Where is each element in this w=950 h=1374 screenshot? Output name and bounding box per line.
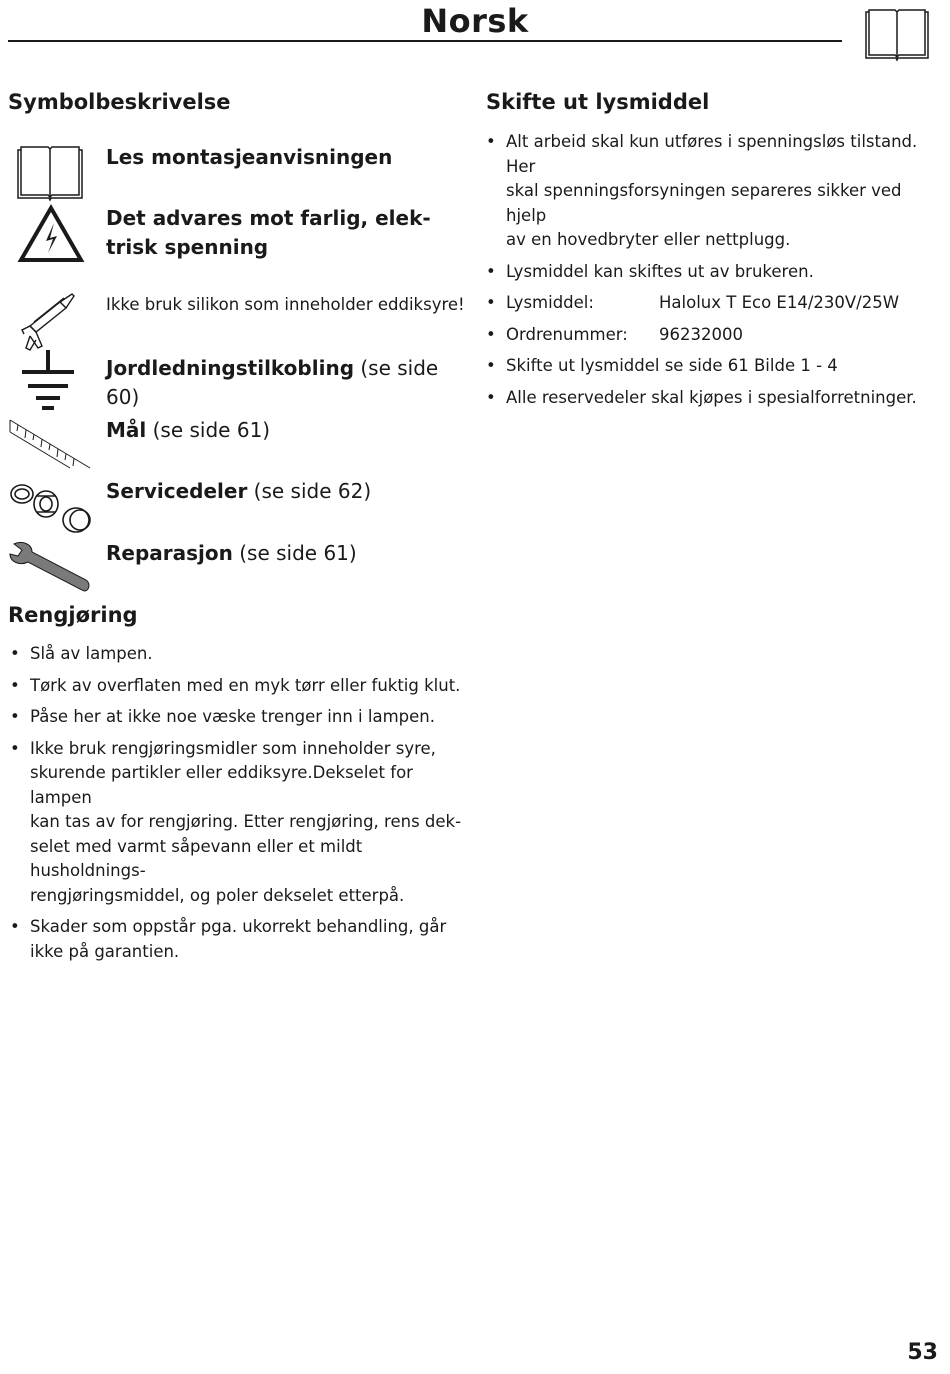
ground-connection-icon <box>22 350 74 416</box>
list-item: • Slå av lampen. <box>10 642 470 667</box>
wrench-icon <box>8 540 92 600</box>
list-item <box>486 291 946 316</box>
title-rule <box>8 40 842 42</box>
bulb-label: Lysmiddel: <box>506 293 594 312</box>
symbols-heading: Symbolbeskrivelse <box>8 90 231 114</box>
cleaning-heading: Rengjøring <box>8 603 138 627</box>
list-item <box>486 323 946 348</box>
page-title: Norsk <box>421 2 529 40</box>
symbol-spare-parts: Servicedeler (se side 62) <box>106 479 372 503</box>
order-label: Ordrenummer: <box>506 324 628 344</box>
ruler-icon <box>8 418 92 474</box>
symbol-repair: Reparasjon (se side 61) <box>106 541 357 565</box>
list-item: • Ikke bruk rengjøringsmidler som inneholder syre, skurende partikler eller eddiksyre.Dekselet for lampen kan tas av for rengjøring. Etter rengjøring, rens dek- selet med varmt såpevann eller et mildt husholdnings- rengjøringsmiddel, og poler dekselet etterpå. <box>10 737 470 909</box>
symbol-dimensions: Mål (se side 61) <box>106 418 271 442</box>
page-number: 53 <box>907 1340 938 1365</box>
list-item: • Skader som oppstår pga. ukorrekt behandling, går ikke på garantien. <box>10 915 470 964</box>
symbol-read-instructions: Les montasjeanvisningen <box>106 145 393 169</box>
order-value: 96232000 <box>659 324 743 344</box>
bulb-value: Halolux T Eco E14/230V/25W <box>659 293 900 312</box>
symbol-silicone: Ikke bruk silikon som inneholder eddiksyre! <box>106 295 465 314</box>
list-item: • Alle reservedeler skal kjøpes i spesialforretninger. <box>486 386 946 411</box>
book-icon <box>16 144 84 206</box>
symbol-electric-warning: Det advares mot farlig, elek- trisk spenning <box>106 206 431 259</box>
list-item: • Tørk av overflaten med en myk tørr eller fuktig klut. <box>10 674 470 699</box>
symbol-ground: Jordledningstilkobling (se side 60) <box>106 356 439 409</box>
list-item: • Påse her at ikke noe væske trenger inn i lampen. <box>10 705 470 730</box>
list-item: • Skifte ut lysmiddel se side 61 Bilde 1 - 4 <box>486 354 946 379</box>
lamp-heading: Skifte ut lysmiddel <box>486 90 710 114</box>
book-icon <box>864 8 930 68</box>
lamp-list <box>486 130 946 410</box>
electric-warning-icon <box>18 205 84 267</box>
silicone-gun-icon <box>16 292 80 356</box>
list-item: • Alt arbeid skal kun utføres i spenningsløs tilstand. Her skal spenningsforsyningen separeres sikker ved hjelp av en hovedbryter eller nettplugg. <box>486 130 946 253</box>
list-item: • Lysmiddel kan skiftes ut av brukeren. <box>486 260 946 285</box>
cleaning-list <box>10 642 470 964</box>
spare-parts-icon <box>8 476 92 538</box>
